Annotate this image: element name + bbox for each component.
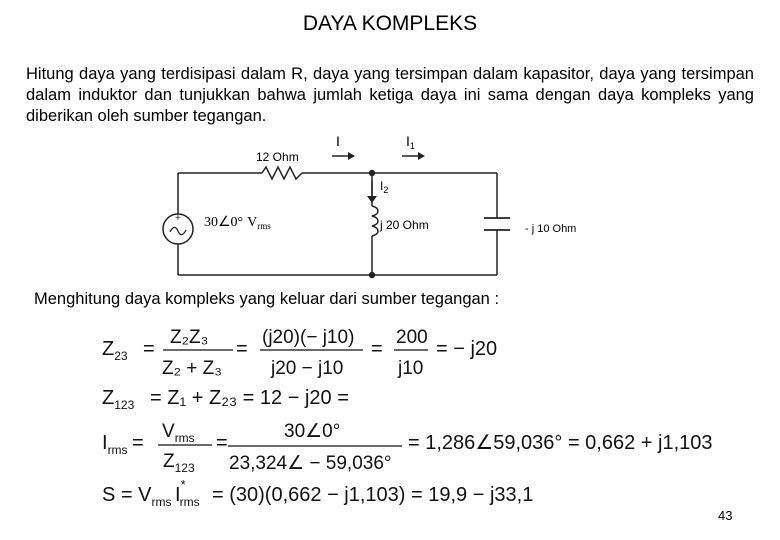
z23-lhs: $Z_{23}$ xyxy=(102,338,128,363)
z23-f2-num: (j20)(− j10) xyxy=(262,327,355,348)
subheading: Menghitung daya kompleks yang keluar dari sumber tegangan : xyxy=(34,290,500,308)
equation-z23 xyxy=(102,327,497,379)
s-i: I* rms xyxy=(175,477,200,509)
current-i1-label: $I_1$ xyxy=(406,133,415,151)
current-i-label: I xyxy=(336,133,340,149)
z23-f1-num: Z₂Z₃ xyxy=(170,327,209,348)
z23-f3-den: j10 xyxy=(398,358,424,379)
z23-eq3: = xyxy=(371,338,383,360)
irms-f2-num: 30∠0° xyxy=(284,421,341,442)
capacitor-label: - j 10 Ohm xyxy=(525,223,577,235)
irms-result: = 1,286∠59,036° = 0,662 + j1,103 xyxy=(408,432,713,454)
z23-f3-num: 200 xyxy=(396,327,428,348)
source-label: 30∠0° $V_{rms}$ xyxy=(204,215,271,231)
irms-f1-num: $V_{rms}$ xyxy=(162,421,195,445)
equation-irms xyxy=(102,421,713,475)
z23-eq1: = xyxy=(143,338,155,360)
z123-rhs: = Z₁ + Z₂₃ = 12 − j20 = xyxy=(150,387,349,409)
z123-lhs: $Z_{123}$ xyxy=(102,387,135,412)
slide-title: DAYA KOMPLEKS xyxy=(302,12,478,35)
z23-eq2: = xyxy=(236,338,248,360)
irms-eq1: = xyxy=(132,432,144,454)
resistor-label: 12 Ohm xyxy=(256,150,299,164)
irms-f2-den: 23,324∠ − 59,036° xyxy=(229,453,392,474)
s-lhs: $S = V_{rms}$ xyxy=(102,484,172,509)
z23-result: = − j20 xyxy=(436,338,498,360)
equation-s xyxy=(102,477,533,509)
z23-f1-den: Z₂ + Z₃ xyxy=(162,358,222,379)
irms-eq2: = xyxy=(216,432,228,454)
page-number: 43 xyxy=(718,508,733,523)
irms-f1-den: $Z_{123}$ xyxy=(163,451,195,475)
equation-z123 xyxy=(102,387,349,412)
plus-sign: + xyxy=(175,213,181,224)
problem-statement: Hitung daya yang terdisipasi dalam R, daya yang tersimpan dalam kapasitor, daya yang tersimpan dalam induktor dan tunjukkan bahwa jumlah ketiga daya ini sama dengan daya kompleks yang diberikan oleh sumber tegangan. xyxy=(26,65,754,125)
current-i2-label: $I_2$ xyxy=(380,179,389,195)
s-rhs: = (30)(0,662 − j1,103) = 19,9 − j33,1 xyxy=(212,484,534,506)
z23-f2-den: j20 − j10 xyxy=(271,358,344,379)
inductor-label: j 20 Ohm xyxy=(380,218,429,232)
irms-lhs: $I_{rms}$ xyxy=(102,432,128,457)
